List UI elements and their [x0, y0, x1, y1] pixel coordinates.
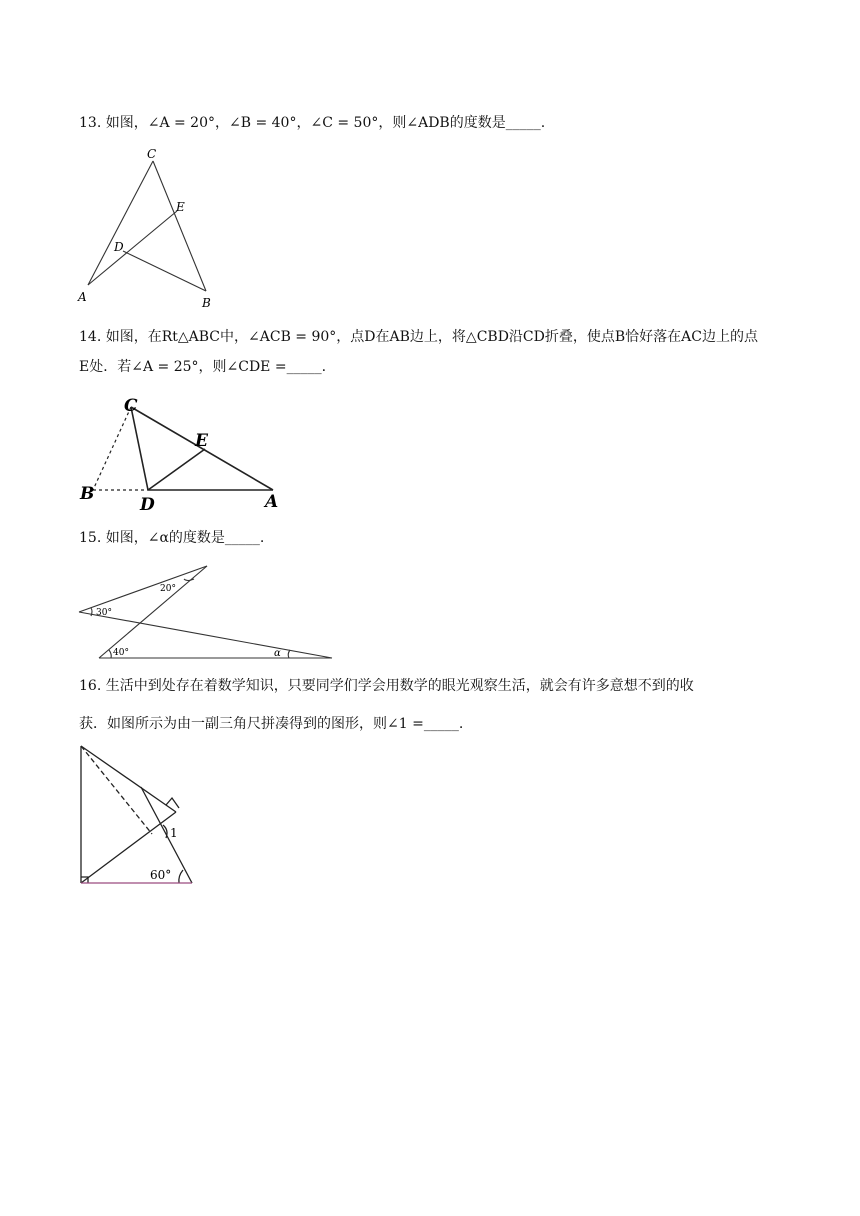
figure-15	[74, 562, 338, 664]
label-1: 1	[170, 826, 178, 840]
question-16-text	[79, 671, 789, 739]
label-a: A	[265, 492, 279, 512]
label-30: 30°	[96, 608, 112, 618]
arc-alpha	[288, 650, 290, 658]
arc-40	[109, 650, 111, 658]
segment-left-top	[79, 566, 207, 612]
segment-db	[123, 251, 206, 291]
arc-20	[184, 579, 194, 581]
label-20: 20°	[160, 584, 176, 594]
label-a: A	[78, 290, 87, 304]
label-c: C	[124, 396, 138, 416]
label-c: C	[147, 147, 157, 161]
label-e: E	[176, 200, 185, 214]
dashed-cb	[93, 407, 131, 490]
question-14-line-2: E处．若∠A = 25°，则∠CDE =_____.	[79, 359, 327, 375]
segment-ac	[88, 161, 153, 285]
label-b: B	[202, 296, 211, 310]
dashed-top-to-apex	[81, 746, 152, 834]
question-15-text: 15. 如图，∠α的度数是_____.	[79, 530, 265, 546]
label-e: E	[195, 431, 208, 451]
arc-30	[91, 608, 92, 616]
question-14-line-1: 14. 如图，在Rt△ABC中，∠ACB = 90°，点D在AB边上，将△CBD沿CD折叠，使点B恰好落在AC边上的点	[79, 329, 758, 345]
segment-cd	[131, 407, 148, 490]
label-60: 60°	[150, 868, 172, 882]
label-d: D	[114, 240, 124, 254]
label-d: D	[140, 495, 155, 515]
arc-60	[179, 870, 183, 883]
question-13-text: 13. 如图，∠A = 20°，∠B = 40°，∠C = 50°，则∠ADB的度数是_____.	[79, 115, 546, 131]
segment-de	[148, 449, 205, 490]
segment-ae	[88, 211, 177, 285]
figure-16	[75, 738, 199, 890]
label-b: B	[80, 484, 95, 504]
figure-13	[70, 145, 230, 315]
label-alpha: α	[274, 648, 281, 659]
question-16-line-1: 16. 生活中到处存在着数学知识，只要同学们学会用数学的眼光观察生活，就会有许多意想不到的收	[79, 678, 694, 694]
question-16-line-2: 获．如图所示为由一副三角尺拼凑得到的图形，则∠1 =_____.	[79, 716, 464, 732]
segment-cb	[153, 161, 206, 291]
segment-top-to-corner	[81, 746, 176, 812]
label-40: 40°	[113, 648, 129, 658]
figure-14	[75, 393, 295, 515]
question-14-text	[79, 322, 789, 382]
